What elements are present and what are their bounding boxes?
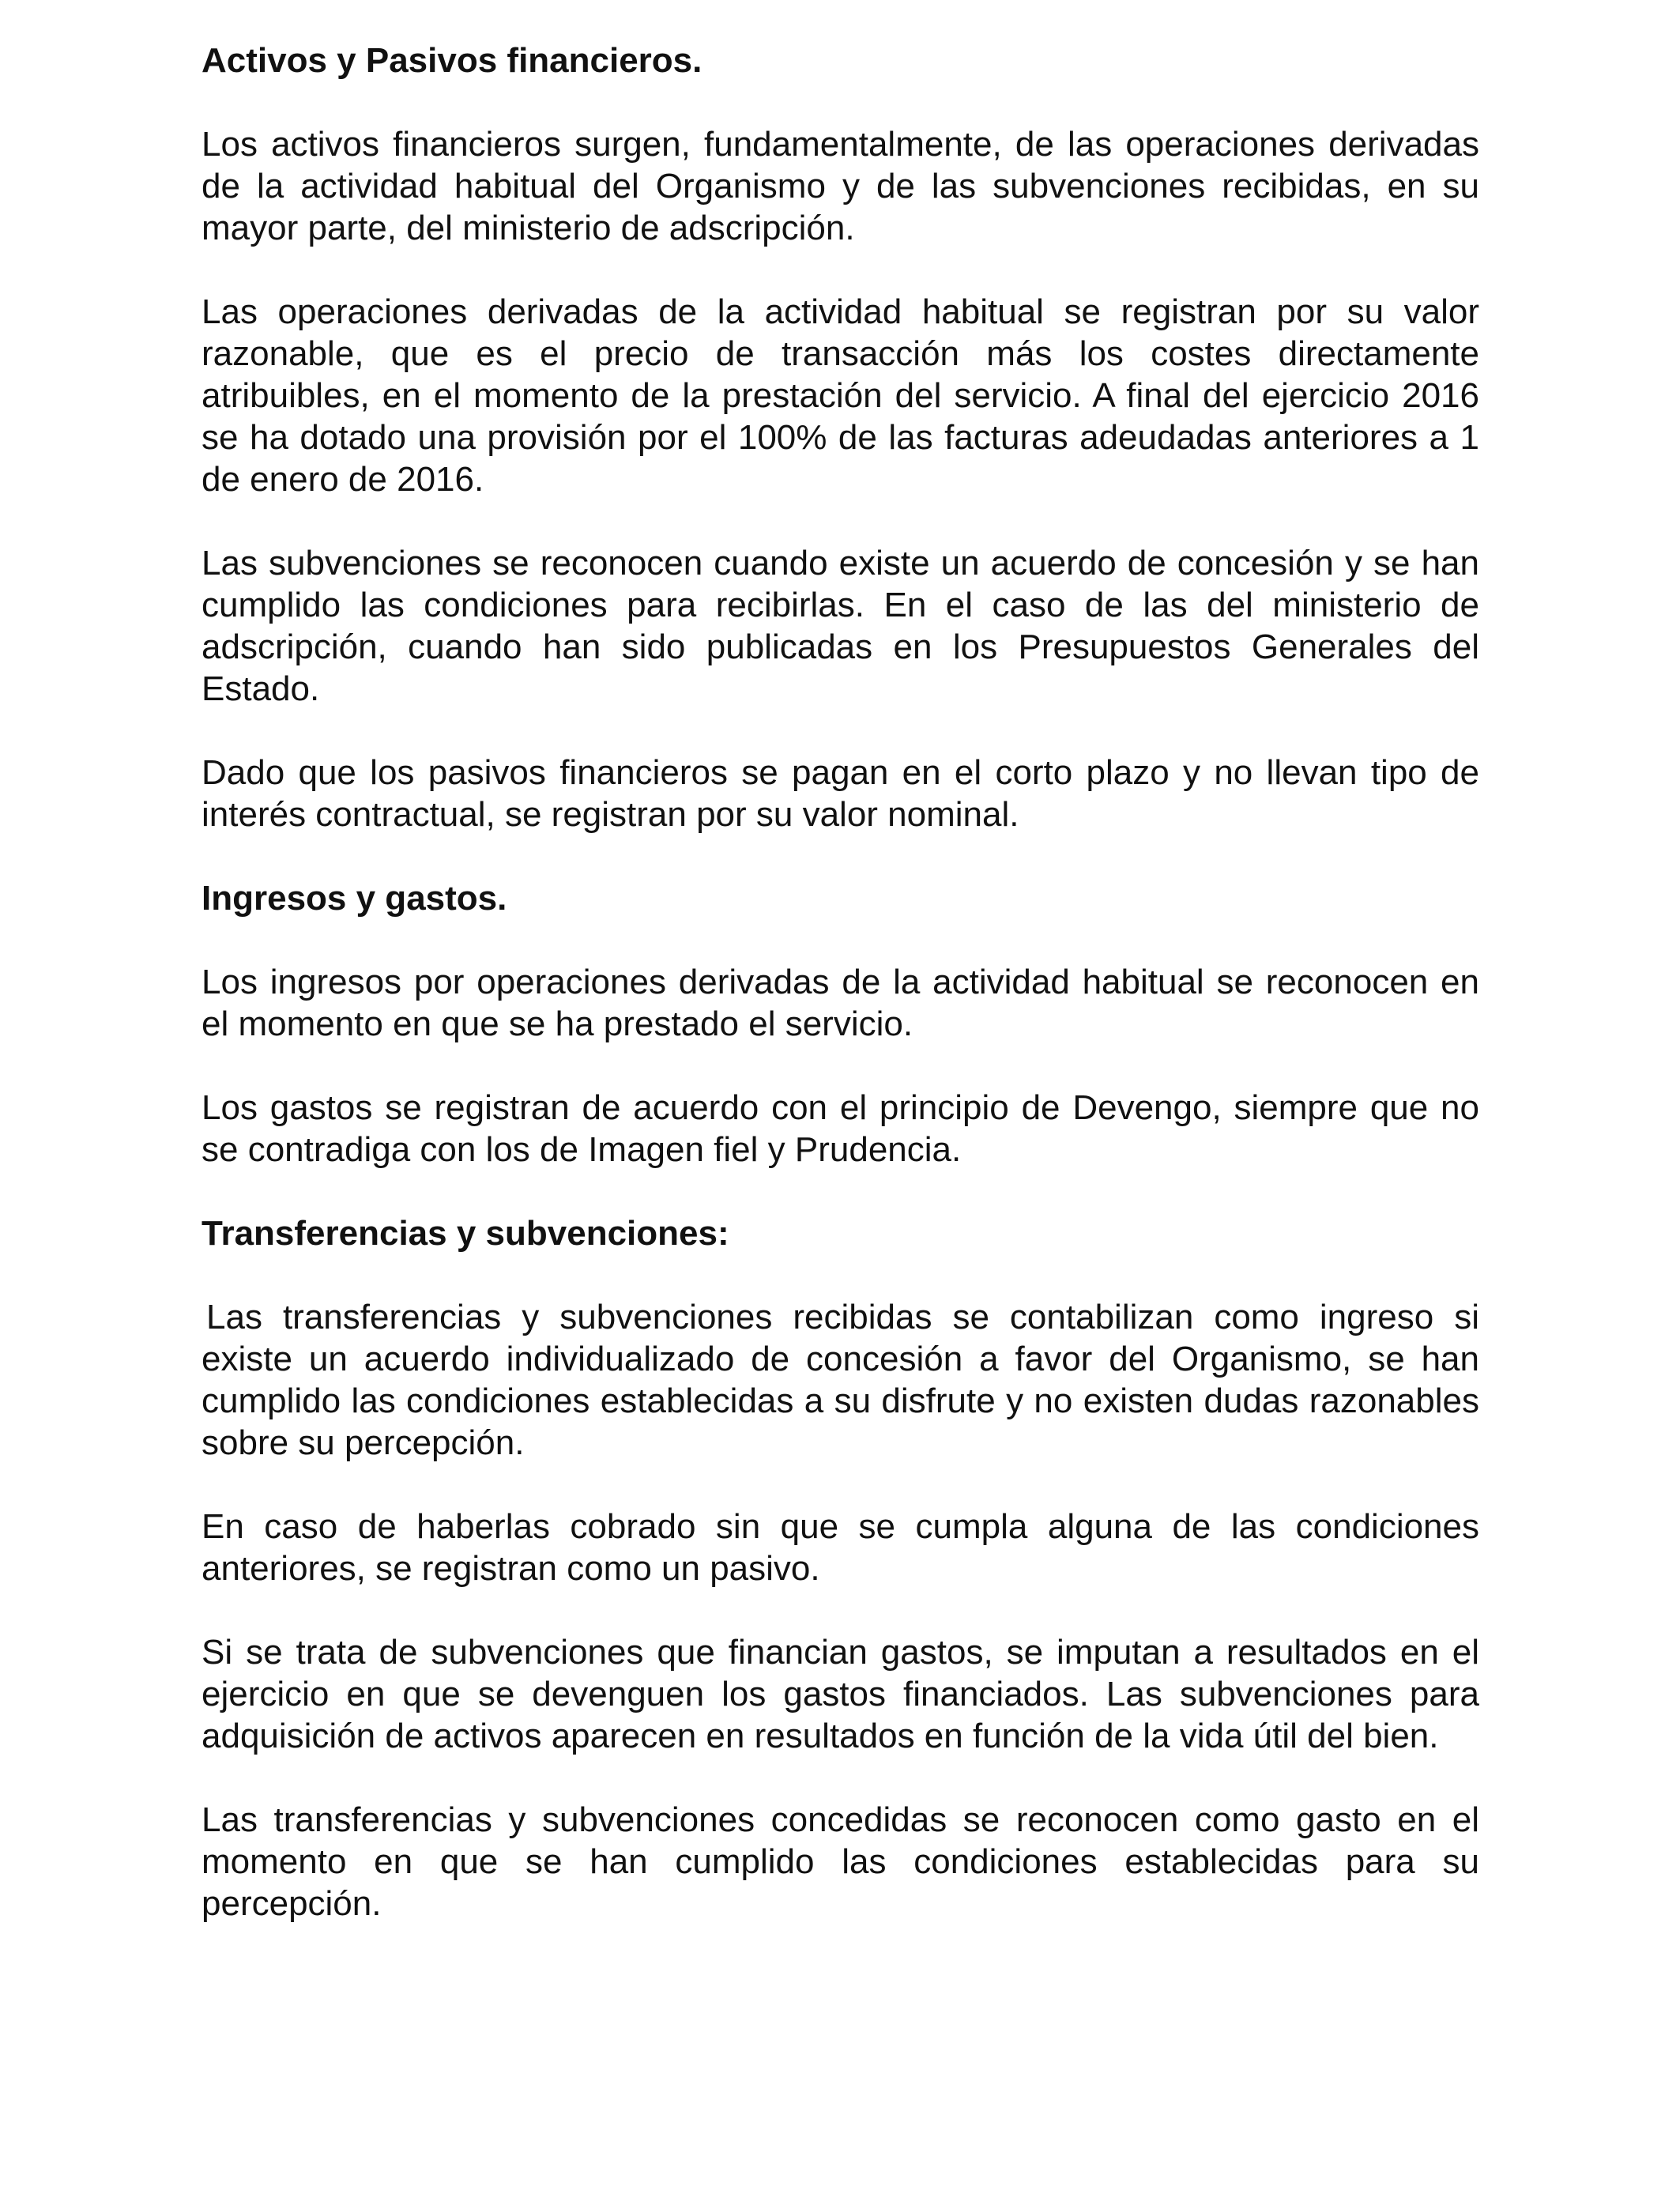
paragraph-subvenciones-reconocimiento: Las subvenciones se reconocen cuando existe un acuerdo de concesión y se han cumplido las condiciones para recibirlas. En el caso de las del ministerio de adscripción, cuando han sido publicadas en los Presupuestos Generales del Estado. — [202, 544, 1479, 708]
section-activos-pasivos — [202, 40, 1479, 835]
document-page — [202, 40, 1479, 1966]
paragraph-pasivos-valor-nominal: Dado que los pasivos financieros se pagan en el corto plazo y no llevan tipo de interés contractual, se registran por su valor nominal. — [202, 753, 1479, 834]
section-ingresos-gastos — [202, 877, 1479, 1171]
paragraph-ingresos-reconocimiento: Los ingresos por operaciones derivadas de la actividad habitual se reconocen en el momento en que se ha prestado el servicio. — [202, 963, 1479, 1043]
paragraph-operaciones-valor-razonable: Las operaciones derivadas de la actividad habitual se registran por su valor razonable, que es el precio de transacción más los costes directamente atribuibles, en el momento de la prestación del servicio. A final del ejercicio 2016 se ha dotado una provisión por el 100% de las facturas adeudadas anteriores a 1 de enero de 2016. — [202, 292, 1479, 499]
section-heading-activos-pasivos: Activos y Pasivos financieros. — [202, 41, 703, 80]
section-transferencias-subvenciones — [202, 1212, 1479, 1924]
paragraph-activos-origen: Los activos financieros surgen, fundamentalmente, de las operaciones derivadas de la actividad habitual del Organismo y de las subvenciones recibidas, en su mayor parte, del ministerio de adscripción. — [202, 125, 1479, 247]
paragraph-gastos-devengo: Los gastos se registran de acuerdo con el principio de Devengo, siempre que no se contradiga con los de Imagen fiel y Prudencia. — [202, 1088, 1479, 1169]
paragraph-transferencias-concedidas: Las transferencias y subvenciones concedidas se reconocen como gasto en el momento en que se han cumplido las condiciones establecidas para su percepción. — [202, 1800, 1479, 1923]
paragraph-subvenciones-gastos-activos: Si se trata de subvenciones que financian gastos, se imputan a resultados en el ejercicio en que se devenguen los gastos financiados. Las subvenciones para adquisición de activos aparecen en resultados en función de la vida útil del bien. — [202, 1633, 1479, 1755]
paragraph-transferencias-recibidas: Las transferencias y subvenciones recibidas se contabilizan como ingreso si existe un acuerdo individualizado de concesión a favor del Organismo, se han cumplido las condiciones establecidas a su disfrute y no existen dudas razonables sobre su percepción. — [202, 1298, 1479, 1462]
section-heading-transferencias-subvenciones: Transferencias y subvenciones: — [202, 1214, 729, 1253]
paragraph-cobro-sin-condiciones: En caso de haberlas cobrado sin que se cumpla alguna de las condiciones anteriores, se registran como un pasivo. — [202, 1507, 1479, 1588]
section-heading-ingresos-gastos: Ingresos y gastos. — [202, 879, 507, 918]
